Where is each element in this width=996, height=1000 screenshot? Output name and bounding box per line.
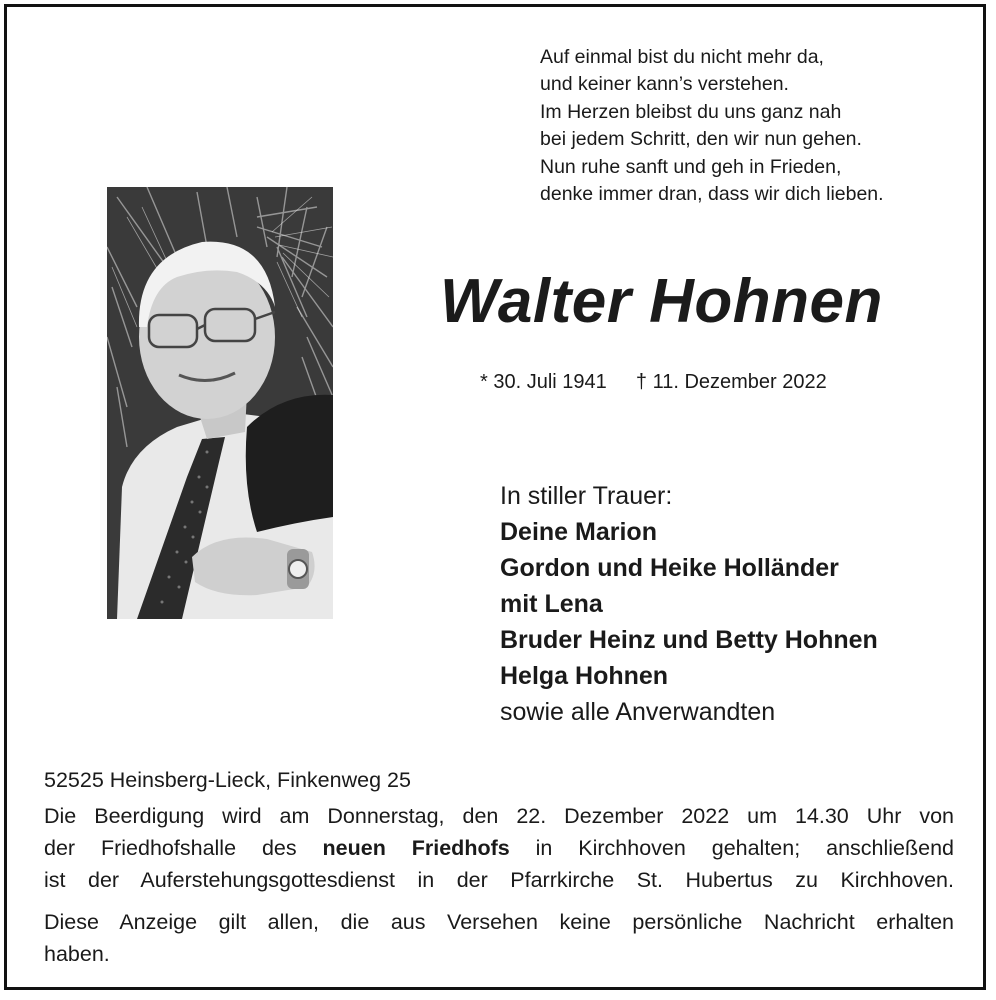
- poem-line: und keiner kann’s verstehen.: [540, 73, 789, 96]
- funeral-text: in Kirchhoven gehalten; anschließend: [509, 836, 954, 860]
- mourner-name: Deine Marion: [500, 518, 657, 546]
- poem-line: bei jedem Schritt, den wir nun gehen.: [540, 128, 862, 151]
- mourner-name: Bruder Heinz und Betty Hohnen: [500, 626, 878, 654]
- life-dates: [480, 371, 827, 394]
- funeral-line: Die Beerdigung wird am Donnerstag, den 22. Dezember 2022 um 14.30 Uhr von: [44, 804, 954, 828]
- mourners-block: [500, 478, 878, 730]
- mourner-name: Helga Hohnen: [500, 662, 669, 690]
- death-date: † 11. Dezember 2022: [635, 371, 827, 393]
- poem-line: denke immer dran, dass wir dich lieben.: [540, 183, 884, 206]
- portrait-photo: [107, 187, 333, 619]
- mourner-name: mit Lena: [500, 590, 603, 618]
- mourner-name: Gordon und Heike Holländer: [500, 554, 839, 582]
- poem-line: Im Herzen bleibst du uns ganz nah: [540, 100, 842, 123]
- funeral-text: der Friedhofshalle des: [44, 836, 323, 860]
- birth-date: * 30. Juli 1941: [480, 371, 607, 393]
- cemetery-name: neuen Friedhofs: [322, 836, 510, 860]
- funeral-line: ist der Auferstehungsgottesdienst in der Pfarrkirche St. Hubertus zu Kirchhoven.: [44, 868, 954, 892]
- funeral-info: [44, 764, 954, 970]
- family-address: 52525 Heinsberg-Lieck, Finkenweg 25: [44, 768, 411, 792]
- notice-line: Diese Anzeige gilt allen, die aus Versehen keine persönliche Nachricht erhalten: [44, 910, 954, 934]
- memorial-poem: [540, 44, 884, 208]
- poem-line: Auf einmal bist du nicht mehr da,: [540, 46, 824, 68]
- notice-line: haben.: [44, 942, 110, 966]
- funeral-line: [44, 832, 954, 864]
- poem-line: Nun ruhe sanft und geh in Frieden,: [540, 155, 842, 178]
- deceased-name: Walter Hohnen: [440, 267, 883, 336]
- mourners-intro: In stiller Trauer:: [500, 482, 673, 510]
- mourners-closing: sowie alle Anverwandten: [500, 698, 776, 726]
